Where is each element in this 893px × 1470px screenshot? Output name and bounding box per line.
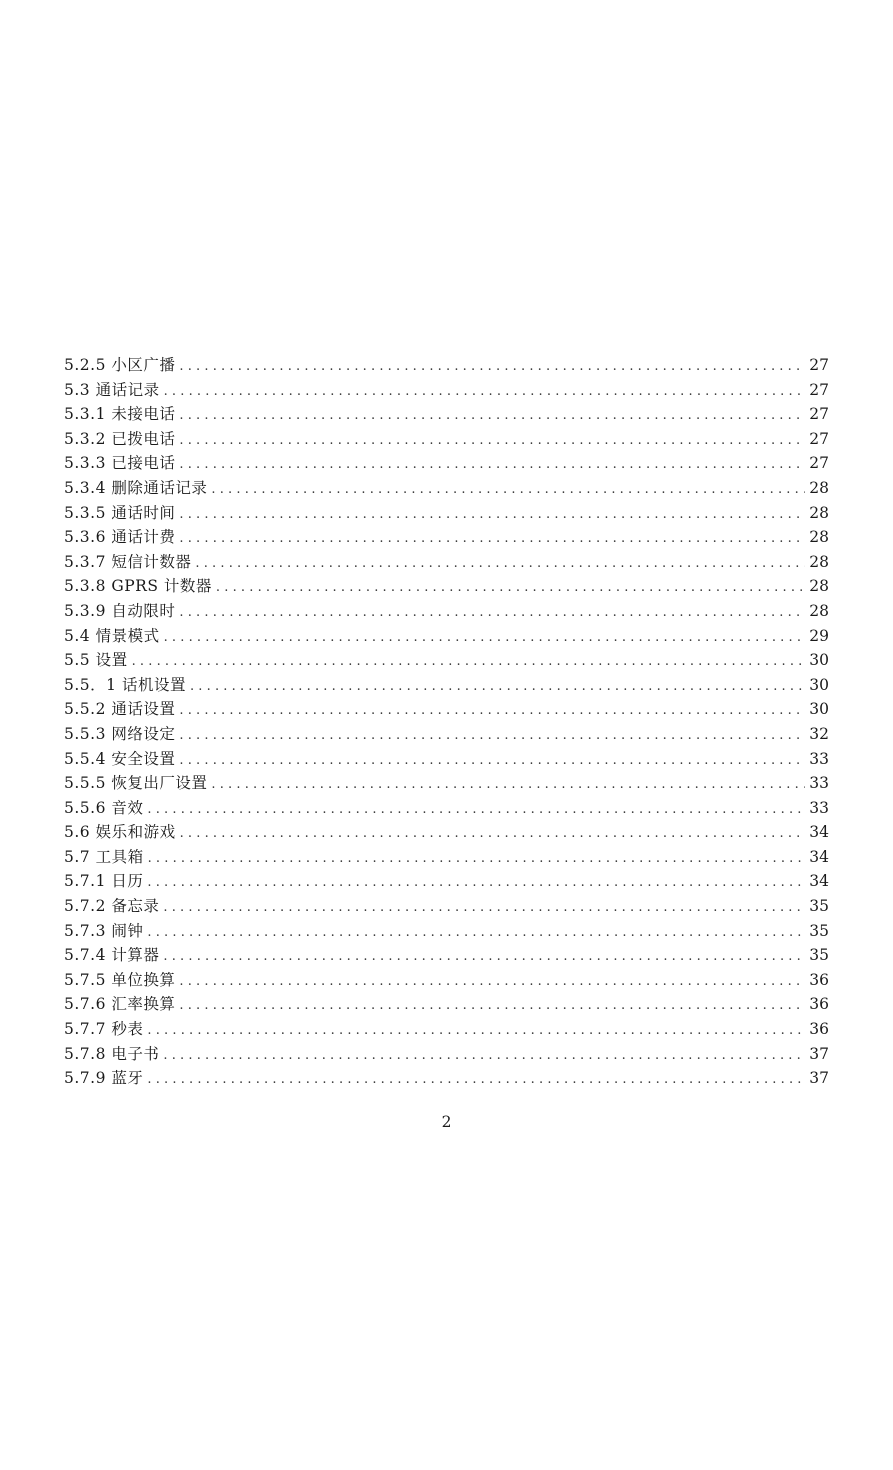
toc-entry-title: 5.5 设置 — [64, 651, 128, 670]
toc-entry[interactable] — [64, 845, 829, 870]
toc-entry-title: 5.3.2 已拨电话 — [64, 429, 176, 448]
toc-entry-page: 34 — [809, 872, 829, 891]
toc-dot-leader — [147, 871, 805, 894]
toc-entry[interactable] — [64, 476, 829, 501]
toc-entry-title: 5.7.7 秒表 — [64, 1020, 144, 1039]
toc-dot-leader — [179, 404, 805, 427]
toc-entry-title: 5.6 娱乐和游戏 — [64, 823, 176, 842]
toc-entry-page: 35 — [809, 897, 829, 916]
toc-entry-page: 33 — [809, 774, 829, 793]
toc-entry-title: 5.7.5 单位换算 — [64, 970, 176, 989]
toc-dot-leader — [147, 798, 805, 821]
toc-dot-leader — [147, 921, 805, 944]
toc-dot-leader — [211, 478, 805, 501]
toc-entry[interactable] — [64, 648, 829, 673]
toc-entry-title: 5.5．1 话机设置 — [64, 675, 186, 694]
toc-entry-page: 36 — [809, 995, 829, 1014]
toc-dot-leader — [163, 896, 805, 919]
toc-dot-leader — [132, 650, 805, 673]
toc-entry-page: 28 — [809, 601, 829, 620]
toc-entry-page: 32 — [809, 724, 829, 743]
toc-entry-title: 5.7.6 汇率换算 — [64, 995, 176, 1014]
toc-entry-page: 30 — [809, 675, 829, 694]
toc-entry[interactable] — [64, 525, 829, 550]
toc-entry-title: 5.5.5 恢复出厂设置 — [64, 774, 208, 793]
toc-entry-title: 5.7.8 电子书 — [64, 1044, 160, 1063]
toc-entry-page: 28 — [809, 503, 829, 522]
toc-entry[interactable] — [64, 378, 829, 403]
toc-dot-leader — [147, 1019, 805, 1042]
toc-entry[interactable] — [64, 894, 829, 919]
toc-dot-leader — [179, 724, 805, 747]
toc-entry-page: 36 — [809, 970, 829, 989]
toc-dot-leader — [163, 945, 805, 968]
toc-dot-leader — [195, 552, 805, 575]
toc-entry-page: 34 — [809, 847, 829, 866]
toc-dot-leader — [179, 994, 805, 1017]
toc-dot-leader — [216, 576, 805, 599]
toc-entry-title: 5.7.3 闹钟 — [64, 921, 144, 940]
toc-entry-page: 28 — [809, 577, 829, 596]
toc-dot-leader — [179, 429, 805, 452]
toc-dot-leader — [164, 380, 805, 403]
toc-entry[interactable] — [64, 673, 829, 698]
toc-entry[interactable] — [64, 697, 829, 722]
toc-entry-page: 34 — [809, 823, 829, 842]
toc-entry-page: 30 — [809, 700, 829, 719]
toc-entry-title: 5.3.8 GPRS 计数器 — [64, 577, 212, 596]
toc-entry-title: 5.7.4 计算器 — [64, 946, 160, 965]
toc-entry-page: 35 — [809, 946, 829, 965]
toc-entry[interactable] — [64, 574, 829, 599]
toc-entry-title: 5.3.1 未接电话 — [64, 405, 176, 424]
toc-entry-title: 5.3 通话记录 — [64, 380, 160, 399]
toc-entry-title: 5.7 工具箱 — [64, 847, 144, 866]
toc-entry[interactable] — [64, 722, 829, 747]
toc-entry-page: 37 — [809, 1069, 829, 1088]
toc-entry-page: 37 — [809, 1044, 829, 1063]
toc-entry-page: 35 — [809, 921, 829, 940]
toc-dot-leader — [179, 970, 805, 993]
toc-entry-title: 5.3.3 已接电话 — [64, 454, 176, 473]
toc-entry[interactable] — [64, 747, 829, 772]
page-number: 2 — [441, 1113, 452, 1131]
toc-dot-leader — [179, 355, 805, 378]
toc-entry-page: 27 — [809, 454, 829, 473]
toc-entry[interactable] — [64, 992, 829, 1017]
toc-entry-title: 5.3.5 通话时间 — [64, 503, 176, 522]
toc-entry-title: 5.2.5 小区广播 — [64, 356, 176, 374]
toc-entry-page: 29 — [809, 626, 829, 645]
toc-entry[interactable] — [64, 353, 829, 378]
toc-entry-page: 28 — [809, 528, 829, 547]
toc-entry[interactable] — [64, 968, 829, 993]
toc-entry-title: 5.5.4 安全设置 — [64, 749, 176, 768]
toc-entry[interactable] — [64, 1042, 829, 1067]
toc-entry[interactable] — [64, 771, 829, 796]
toc-entry[interactable] — [64, 869, 829, 894]
toc-dot-leader — [147, 1068, 805, 1091]
toc-entry-page: 33 — [809, 798, 829, 817]
toc-entry-title: 5.3.4 删除通话记录 — [64, 478, 208, 497]
toc-entry[interactable] — [64, 451, 829, 476]
toc-entry-page: 28 — [809, 552, 829, 571]
toc-entry[interactable] — [64, 624, 829, 649]
toc-dot-leader — [164, 626, 805, 649]
toc-dot-leader — [180, 822, 805, 845]
toc-entry[interactable] — [64, 501, 829, 526]
table-of-contents — [64, 353, 829, 1091]
toc-entry[interactable] — [64, 599, 829, 624]
toc-dot-leader — [148, 847, 805, 870]
toc-entry-page: 27 — [809, 380, 829, 399]
toc-entry-title: 5.5.2 通话设置 — [64, 700, 176, 719]
toc-entry[interactable] — [64, 943, 829, 968]
toc-entry[interactable] — [64, 550, 829, 575]
toc-dot-leader — [179, 527, 805, 550]
toc-entry-title: 5.7.9 蓝牙 — [64, 1069, 144, 1088]
toc-dot-leader — [179, 453, 805, 476]
toc-entry-page: 36 — [809, 1020, 829, 1039]
toc-dot-leader — [190, 675, 805, 698]
toc-dot-leader — [179, 503, 805, 526]
toc-dot-leader — [211, 773, 805, 796]
toc-entry-page: 27 — [809, 429, 829, 448]
toc-dot-leader — [163, 1044, 805, 1067]
toc-dot-leader — [179, 699, 805, 722]
toc-entry[interactable] — [64, 402, 829, 427]
toc-entry-page: 33 — [809, 749, 829, 768]
toc-entry-title: 5.7.1 日历 — [64, 872, 144, 891]
toc-entry-page: 30 — [809, 651, 829, 670]
toc-entry-title: 5.5.6 音效 — [64, 798, 144, 817]
toc-entry[interactable] — [64, 820, 829, 845]
toc-entry-page: 27 — [809, 405, 829, 424]
toc-entry-title: 5.5.3 网络设定 — [64, 724, 176, 743]
toc-entry[interactable] — [64, 427, 829, 452]
toc-entry[interactable] — [64, 1066, 829, 1091]
toc-entry-title: 5.3.9 自动限时 — [64, 601, 176, 620]
toc-dot-leader — [179, 749, 805, 772]
toc-entry-page: 27 — [809, 356, 829, 374]
toc-entry-page: 28 — [809, 478, 829, 497]
toc-entry[interactable] — [64, 796, 829, 821]
toc-entry-title: 5.3.7 短信计数器 — [64, 552, 192, 571]
toc-entry[interactable] — [64, 919, 829, 944]
toc-entry[interactable] — [64, 1017, 829, 1042]
toc-entry-title: 5.4 情景模式 — [64, 626, 160, 645]
toc-dot-leader — [179, 601, 805, 624]
toc-entry-title: 5.3.6 通话计费 — [64, 528, 176, 547]
toc-entry-title: 5.7.2 备忘录 — [64, 897, 160, 916]
